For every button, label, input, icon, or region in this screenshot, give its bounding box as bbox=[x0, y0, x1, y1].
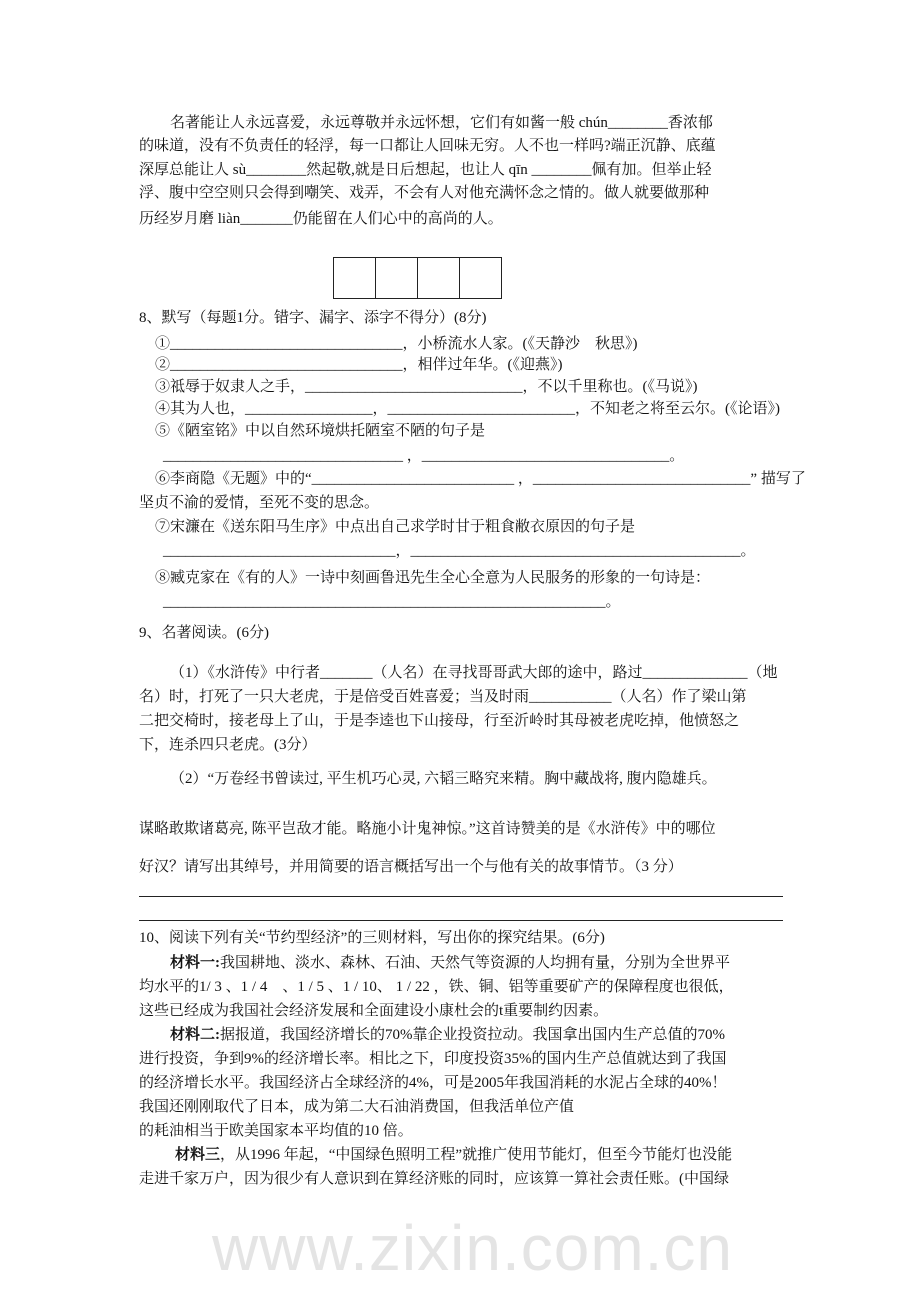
line-text: ⑤《陋室铭》中以自然环境烘托陋室不陋的句子是 bbox=[155, 423, 486, 439]
line-text: 我国耕地、淡水、森林、石油、天然气等资源的人均拥有量，分别为全世界平 bbox=[220, 955, 731, 971]
line-text: 的耗油相当于欧美国家本平均值的10 倍。 bbox=[139, 1123, 413, 1139]
text-line bbox=[170, 770, 717, 788]
line-text: 浮、腹中空空则只会得到嘲笑、戏弄，不会有人对他充满怀念之情的。做人就要做那种 bbox=[139, 185, 710, 201]
line-text: ⑥李商隐《无题》中的“___________________________ ，_____________________________” 描写了 bbox=[155, 471, 806, 487]
line-text: ⑦宋濂在《送东阳马生序》中点出自己求学时甘于粗食敝衣原因的句子是 bbox=[155, 519, 636, 535]
text-line bbox=[155, 400, 780, 418]
line-text: 走进千家万户，因为很少有人意识到在算经济账的同时，应该算一算社会责任账。(中国绿 bbox=[139, 1171, 729, 1187]
line-text: ④其为人也，_________________，_________________________，不知老之将至云尔。(《论语》) bbox=[155, 401, 780, 417]
text-line bbox=[170, 1026, 725, 1044]
line-text: 深厚总能让人 sù________然起敬,就是日后想起，也让人 qīn ________佩有加。但举止轻 bbox=[139, 162, 712, 178]
text-line bbox=[170, 114, 713, 132]
line-text: 8、默写（每题1分。错字、漏字、添字不得分）(8分) bbox=[139, 310, 487, 326]
line-text: 历经岁月磨 liàn_______仍能留在人们心中的高尚的人。 bbox=[139, 211, 503, 227]
line-text: 均水平的1/ 3 、1 / 4 、1 / 5 、1 / 10、 1 / 22 ，铁、铜、铝等重要矿产的保障程度也很低， bbox=[139, 979, 734, 995]
text-line bbox=[139, 858, 683, 876]
line-text: （1）《水浒传》中行者_______（人名）在寻找哥哥武大郎的途中，路过______________（地 bbox=[170, 665, 778, 681]
text-line bbox=[175, 1146, 732, 1164]
line-text: ___________________________________________________________。 bbox=[163, 594, 621, 610]
text-line bbox=[139, 624, 269, 642]
line-text: _______________________________，____________________________________________。 bbox=[163, 543, 756, 559]
answer-box bbox=[334, 258, 376, 298]
text-line bbox=[170, 664, 778, 682]
line-text: 10、阅读下列有关“节约型经济”的三则材料，写出你的探究结果。(6分) bbox=[139, 930, 605, 946]
text-line bbox=[163, 447, 684, 465]
text-line bbox=[155, 569, 710, 587]
text-line bbox=[139, 1170, 729, 1188]
text-line bbox=[170, 954, 730, 972]
material-label: 材料二: bbox=[170, 1027, 220, 1043]
text-line bbox=[139, 210, 503, 228]
line-text: ________________________________ ，_________________________________。 bbox=[163, 448, 685, 464]
line-text: 的经济增长水平。我国经济占全球经济的4%，可是2005年我国消耗的水泥占全球的40%！ bbox=[139, 1075, 727, 1091]
line-text: 我国还刚刚取代了日本，成为第二大石油消费国，但我活单位产值 bbox=[139, 1099, 575, 1115]
line-text: 谋略敢欺诸葛亮, 陈平岂敌才能。略施小计鬼神惊。”这首诗赞美的是《水浒传》中的哪位 bbox=[139, 821, 716, 837]
answer-box bbox=[460, 258, 501, 298]
text-line bbox=[139, 161, 712, 179]
line-text: 据报道，我国经济增长的70%靠企业投资拉动。我国拿出国内生产总值的70% bbox=[220, 1027, 725, 1043]
text-line bbox=[139, 1050, 727, 1068]
line-text: （2）“万卷经书曾读过, 平生机巧心灵, 六韬三略究来精。胸中藏战将, 腹内隐雄兵。 bbox=[170, 771, 717, 787]
watermark: www.zixin.com.cn bbox=[212, 1212, 733, 1284]
text-line bbox=[163, 542, 756, 560]
line-text: ③祗辱于奴隶人之手，_____________________________，不以千里称也。(《马说》) bbox=[155, 379, 698, 395]
text-line bbox=[139, 184, 709, 202]
text-line bbox=[163, 593, 621, 611]
answer-line bbox=[139, 896, 783, 897]
material-label: 材料一: bbox=[170, 955, 220, 971]
answer-box bbox=[418, 258, 460, 298]
line-text: 坚贞不渝的爱情，至死不变的思念。 bbox=[139, 495, 380, 511]
text-line bbox=[155, 378, 698, 396]
material-label: 材料三 bbox=[175, 1147, 221, 1163]
line-text: 这些已经成为我国社会经济发展和全面建设小康杜会的t重要制约因素。 bbox=[139, 1003, 609, 1019]
text-line bbox=[139, 137, 716, 155]
answer-box bbox=[376, 258, 418, 298]
line-text: 二把交椅时，接老母上了山，于是李逵也下山接母，行至沂岭时其母被老虎吃掉，他愤怒之 bbox=[139, 713, 740, 729]
line-text: 下，连杀四只老虎。(3分） bbox=[139, 737, 317, 753]
line-text: ⑧臧克家在《有的人》一诗中刻画鲁迅先生全心全意为人民服务的形象的一句诗是： bbox=[155, 570, 711, 586]
text-line bbox=[139, 929, 605, 947]
line-text: 名）时，打死了一只大老虎，于是倍受百姓喜爱；当及时雨___________（人名）作了梁山第 bbox=[139, 689, 747, 705]
text-line bbox=[139, 1074, 727, 1092]
text-line bbox=[139, 736, 317, 754]
text-line bbox=[155, 470, 806, 488]
line-text: 9、名著阅读。(6分) bbox=[139, 625, 269, 641]
text-line bbox=[155, 356, 563, 374]
line-text: 进行投资，争到9%的经济增长率。相比之下，印度投资35%的国内生产总值就达到了我国 bbox=[139, 1051, 727, 1067]
text-line bbox=[139, 1122, 413, 1140]
text-line bbox=[139, 494, 379, 512]
text-line bbox=[139, 688, 747, 706]
text-line bbox=[139, 309, 487, 327]
answer-boxes bbox=[333, 257, 502, 299]
line-text: ，从1996 年起，“中国绿色照明工程”就推广使用节能灯，但至今节能灯也没能 bbox=[220, 1147, 733, 1163]
text-line bbox=[139, 1098, 574, 1116]
text-line bbox=[139, 978, 734, 996]
line-text: ②_______________________________，相伴过年华。(《迎燕》) bbox=[155, 357, 563, 373]
text-line bbox=[139, 712, 739, 730]
text-line bbox=[155, 422, 485, 440]
line-text: 的味道，没有不负责任的轻浮，每一口都让人回味无穷。人不也一样吗?端正沉静、底蕴 bbox=[139, 138, 716, 154]
text-line bbox=[155, 518, 635, 536]
text-line bbox=[155, 335, 638, 353]
answer-line bbox=[139, 920, 783, 921]
text-line bbox=[139, 820, 716, 838]
line-text: 名著能让人永远喜爱，永远尊敬并永远怀想，它们有如酱一般 chún________香浓郁 bbox=[170, 115, 713, 131]
line-text: 好汉？请写出其绰号，并用简要的语言概括写出一个与他有关的故事情节。（3 分） bbox=[139, 859, 683, 875]
text-line bbox=[139, 1002, 608, 1020]
line-text: ①_______________________________，小桥流水人家。(《天静沙 秋思》) bbox=[155, 336, 638, 352]
